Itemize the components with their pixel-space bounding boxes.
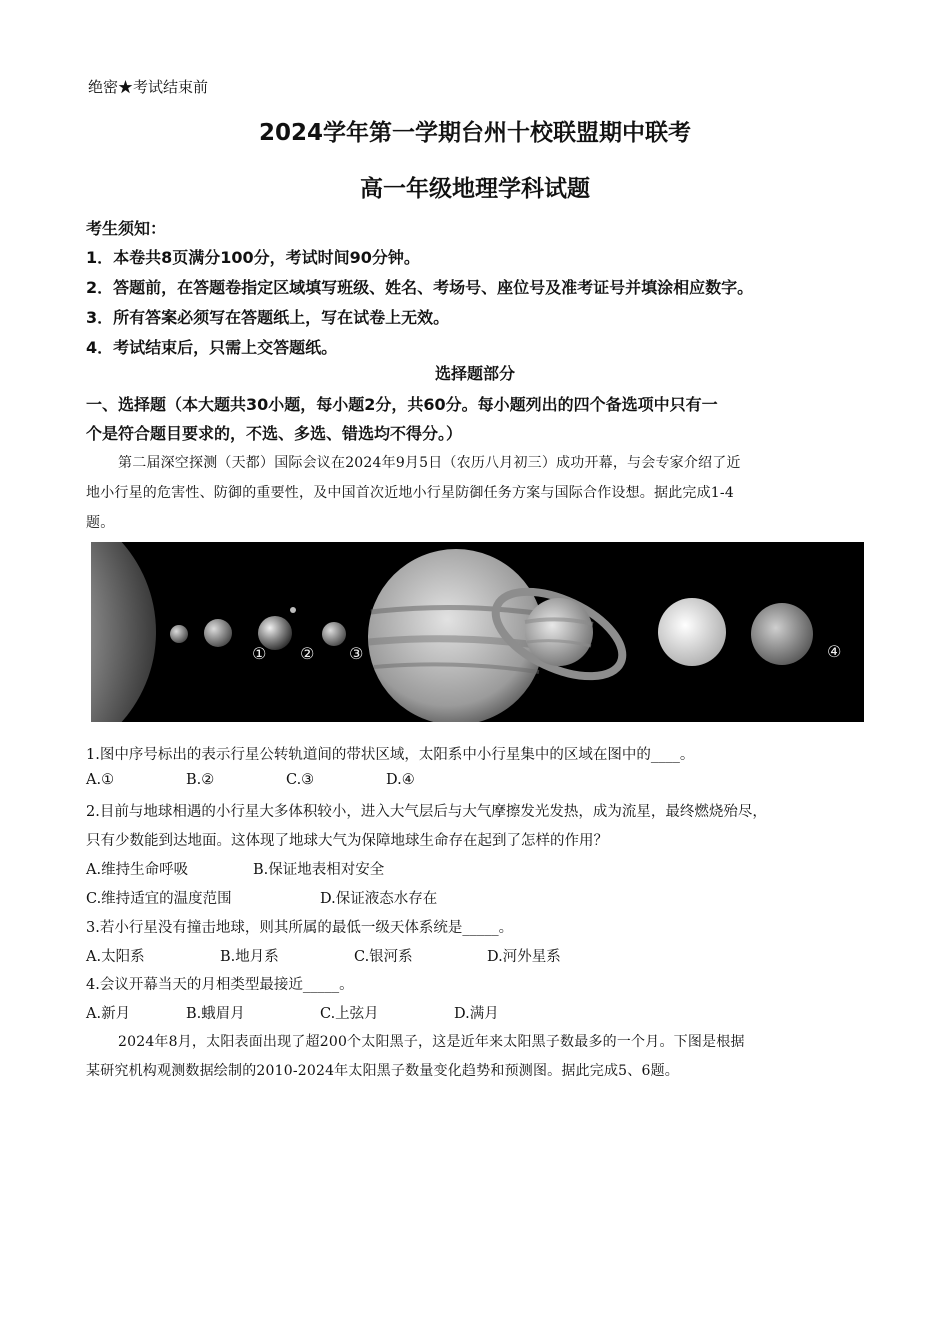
confidential-label: 绝密★考试结束前	[88, 78, 209, 96]
solar-system-image	[91, 542, 864, 722]
question-2-option-b: B.保证地表相对安全	[253, 862, 385, 878]
question-2-option-a: A.维持生命呼吸	[86, 862, 189, 878]
question-1-option-c: C.③	[286, 772, 315, 788]
question-4: 4.会议开幕当天的月相类型最接近_____。	[86, 977, 354, 993]
passage-line: 2024年8月，太阳表面出现了超200个太阳黑子，这是近年来太阳黑子数最多的一个月。下图是根据	[118, 1034, 745, 1050]
part1-instruction: 个是符合题目要求的，不选、多选、错选均不得分。）	[86, 424, 463, 443]
notice-heading: 考生须知：	[86, 219, 167, 238]
passage-line: 题。	[86, 515, 115, 531]
question-3: 3.若小行星没有撞击地球，则其所属的最低一级天体系统是_____。	[86, 920, 514, 936]
uranus	[658, 598, 726, 666]
moon	[290, 607, 296, 613]
question-4-option-a: A.新月	[86, 1006, 131, 1022]
mercury	[170, 625, 188, 643]
exam-title: 2024学年第一学期台州十校联盟期中联考	[258, 120, 691, 146]
question-1: 1.图中序号标出的表示行星公转轨道间的带状区域，太阳系中小行星集中的区域在图中的____。	[86, 747, 695, 763]
question-4-option-b: B.蛾眉月	[186, 1006, 245, 1022]
question-1-option-a: A.①	[86, 772, 115, 788]
neptune	[751, 603, 813, 665]
question-2-cont: 只有少数能到达地面。这体现了地球大气为保障地球生命存在起到了怎样的作用？	[86, 833, 608, 849]
marker-4: ④	[827, 642, 842, 661]
venus	[204, 619, 232, 647]
question-3-option-c: C.银河系	[354, 949, 413, 965]
passage-line: 地小行星的危害性、防御的重要性，及中国首次近地小行星防御任务方案与国际合作设想。据此完成1-4	[86, 485, 734, 501]
question-2: 2.目前与地球相遇的小行星大多体积较小，进入大气层后与大气摩擦发光发热，成为流星，最终燃烧殆尽，	[86, 804, 767, 820]
question-3-option-d: D.河外星系	[487, 949, 561, 965]
passage-line: 某研究机构观测数据绘制的2010-2024年太阳黑子数量变化趋势和预测图。据此完成5、6题。	[86, 1063, 680, 1079]
notice-item: 3．所有答案必须写在答题纸上，写在试卷上无效。	[86, 308, 450, 327]
question-2-option-d: D.保证液态水存在	[320, 891, 438, 907]
question-4-option-d: D.满月	[454, 1006, 499, 1022]
question-3-option-a: A.太阳系	[86, 949, 145, 965]
marker-3: ③	[349, 644, 364, 663]
notice-item: 2．答题前，在答题卷指定区域填写班级、姓名、考场号、座位号及准考证号并填涂相应数字。	[86, 278, 754, 297]
question-2-option-c: C.维持适宜的温度范围	[86, 891, 232, 907]
question-1-option-d: D.④	[386, 772, 415, 788]
question-3-option-b: B.地月系	[220, 949, 279, 965]
marker-2: ②	[300, 644, 315, 663]
exam-subtitle: 高一年级地理学科试题	[360, 176, 590, 202]
sun	[91, 542, 156, 722]
part1-instruction: 一、选择题（本大题共30小题，每小题2分，共60分。每小题列出的四个备选项中只有一	[86, 395, 718, 414]
section-title: 选择题部分	[434, 364, 515, 383]
notice-item: 1．本卷共8页满分100分，考试时间90分钟。	[86, 248, 420, 267]
mars	[322, 622, 346, 646]
passage-line: 第二届深空探测（天都）国际会议在2024年9月5日（农历八月初三）成功开幕，与会专家介绍了近	[118, 455, 741, 471]
solar-system-figure	[91, 542, 864, 722]
question-1-option-b: B.②	[186, 772, 215, 788]
jupiter	[368, 549, 544, 722]
notice-item: 4．考试结束后，只需上交答题纸。	[86, 338, 338, 357]
question-4-option-c: C.上弦月	[320, 1006, 379, 1022]
marker-1: ①	[252, 644, 267, 663]
